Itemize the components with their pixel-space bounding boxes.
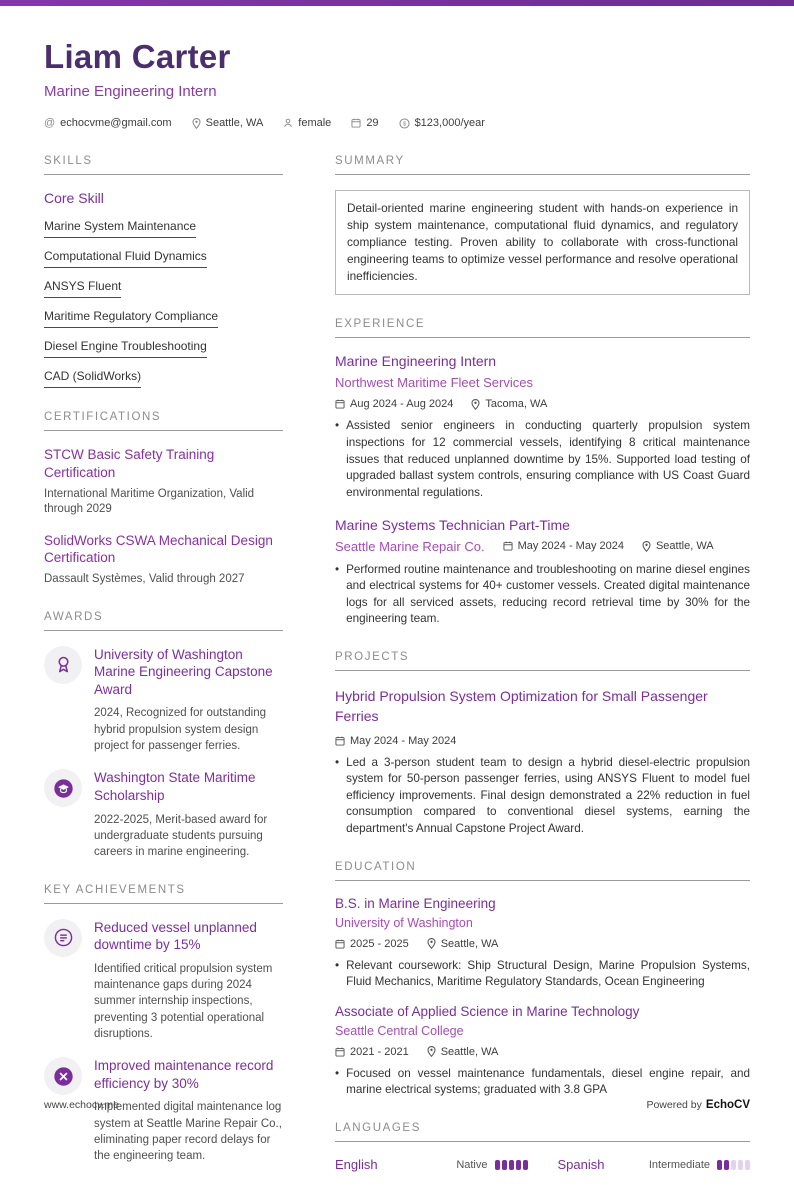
bullet-marker: • [335,562,340,576]
languages-row [335,1157,750,1172]
job-bullet [335,562,750,628]
skills-group-title: Core Skill [44,190,104,206]
skills-heading: SKILLS [44,155,283,175]
education-bullet-text: Focused on vessel maintenance fundamentals, diesel engine repair, and marine electrical systems; graduated with 3.8 GPA [346,1066,750,1097]
calendar-icon [503,541,513,551]
education-bullet-text: Relevant coursework: Ship Structural Design, Marine Propulsion Systems, Fluid Mechanics, Maritime Regulatory Standards, Ocean Engineering [346,958,750,989]
education-bullet [335,1066,750,1099]
graduation-cap-icon [44,769,82,807]
bullet-marker: • [335,755,340,769]
language-level-label: Native [456,1158,488,1171]
pin-icon [192,118,201,129]
education-dates-text: 2025 - 2025 [350,937,409,950]
skill-label: ANSYS Fluent [44,279,121,298]
key-achievements-section [44,884,283,1165]
contact-salary-text: $123,000/year [414,117,485,129]
job-role: Marine Systems Technician Part-Time [335,516,570,533]
skill-label: Diesel Engine Troubleshooting [44,339,207,358]
job-meta [335,398,750,410]
skill-item [44,279,283,298]
education-location [427,1046,499,1058]
education-heading: EDUCATION [335,861,750,881]
language-level-dots [495,1160,528,1170]
certification-item [44,446,283,518]
education-meta [335,1046,750,1058]
award-body [94,769,283,860]
achievement-title: Reduced vessel unplanned downtime by 15% [94,919,257,953]
award-title: University of Washington Marine Engineering Capstone Award [94,646,273,697]
job-bullet-text: Performed routine maintenance and troubleshooting on marine diesel engines and electrical systems for 40+ customer vessels. Created digital maintenance logs for all serviced assets, reducing record retrieval time by 30% for the engineering team. [346,562,750,626]
person-name: Liam Carter [44,38,231,75]
education-item [335,1004,750,1099]
language-item [558,1157,751,1172]
skill-item [44,219,283,238]
certification-issuer: Dassault Systèmes, Valid through 2027 [44,573,245,586]
contact-salary [399,117,485,129]
skill-label: Marine System Maintenance [44,219,196,238]
job-meta [335,539,750,554]
education-location-text: Seattle, WA [440,937,499,950]
certification-issuer: International Maritime Organization, Valid through 2029 [44,487,255,516]
education-degree: B.S. in Marine Engineering [335,895,496,911]
languages-section [335,1122,750,1172]
at-icon: @ [44,116,56,129]
language-item [335,1157,558,1172]
education-dates [335,1046,409,1058]
summary-section [335,155,750,295]
project-dates [335,735,456,747]
skill-item [44,309,283,328]
contact-row [44,117,750,129]
job-location-text: Seattle, WA [655,540,714,553]
calendar-icon [335,736,345,746]
experience-section [335,318,750,627]
contact-age [351,117,378,129]
award-description: 2022-2025, Merit-based award for undergraduate students pursuing careers in marine engineering. [94,813,268,859]
summary-heading: SUMMARY [335,155,750,175]
summary-text: Detail-oriented marine engineering student with hands-on experience in ship system maintenance, computational fluid dynamics, and regulatory compliance testing. Proven ability to collaborate with cross-functional engineering teams to optimize vessel performance and resolve operational inefficiencies. [335,190,750,295]
award-description: 2024, Recognized for outstanding hybrid propulsion system design project for passenger ferries. [94,707,266,753]
skill-item [44,249,283,268]
projects-section [335,651,750,838]
education-item [335,896,750,991]
education-section [335,861,750,1099]
ribbon-medal-icon [44,646,82,684]
calendar-icon [351,118,361,128]
right-column [335,155,750,1195]
job-dates [503,540,624,552]
job-role: Marine Engineering Intern [335,353,497,370]
language-level-dots [717,1160,750,1170]
job-bullet [335,418,750,501]
award-item [44,646,283,755]
project-bullet-text: Led a 3-person student team to design a hybrid diesel-electric propulsion system for 50-person passenger ferries, using ANSYS Fluent to model fuel efficiency improvements. Final design demonstrated a 22% reduction in fuel consumption compared to conventional diesel systems, earning the department's Annual Capstone Project Award. [346,755,750,835]
person-title: Marine Engineering Intern [44,83,217,100]
page-footer [44,1099,750,1111]
job-location-text: Tacoma, WA [485,398,548,411]
awards-heading: AWARDS [44,611,283,631]
calendar-icon [335,939,345,949]
languages-heading: LANGUAGES [335,1122,750,1142]
person-icon [283,118,293,128]
pin-icon [427,938,436,949]
bullet-marker: • [335,419,340,433]
contact-location [192,117,264,129]
two-column-layout [44,155,750,1195]
education-school: Seattle Central College [335,1023,464,1038]
svg-text:$: $ [402,121,406,128]
education-bullet [335,958,750,991]
job-dates-text: May 2024 - May 2024 [517,540,624,553]
skill-label: Maritime Regulatory Compliance [44,309,218,328]
skill-item [44,369,283,388]
language-name: Spanish [557,1157,605,1173]
achievement-description: Implemented digital maintenance log system at Seattle Marine Repair Co., eliminating paper record delays for the engineering team. [94,1101,282,1163]
contact-location-text: Seattle, WA [205,117,264,129]
key-achievements-heading: KEY ACHIEVEMENTS [44,884,283,904]
education-dates [335,938,409,950]
award-body [94,646,283,755]
certifications-section [44,411,283,588]
education-dates-text: 2021 - 2021 [350,1045,409,1058]
salary-icon [399,118,410,129]
certification-name: STCW Basic Safety Training Certification [44,447,215,480]
job-company: Seattle Marine Repair Co. [335,538,485,554]
language-name: English [335,1157,378,1173]
education-location [427,938,499,950]
contact-gender [283,117,331,129]
projects-heading: PROJECTS [335,651,750,671]
certifications-heading: CERTIFICATIONS [44,411,283,431]
language-level-label: Intermediate [648,1158,710,1171]
bullet-marker: • [335,958,340,972]
certification-name: SolidWorks CSWA Mechanical Design Certification [44,532,273,566]
contact-gender-text: female [298,117,332,129]
experience-item [335,517,750,628]
resume-header [44,38,750,129]
footer-powered [646,1099,750,1111]
skill-label: Computational Fluid Dynamics [44,249,207,268]
project-dates-text: May 2024 - May 2024 [350,734,457,747]
language-level [456,1159,527,1171]
job-location [642,540,714,552]
education-school: University of Washington [335,915,473,930]
footer-powered-text: Powered by [646,1099,702,1111]
job-dates-text: Aug 2024 - Aug 2024 [350,398,454,411]
project-item [335,686,750,838]
education-meta [335,938,750,950]
pin-icon [642,541,651,552]
experience-item [335,353,750,501]
list-icon [44,919,82,957]
experience-heading: EXPERIENCE [335,318,750,338]
job-company: Northwest Maritime Fleet Services [335,375,533,391]
achievement-item [44,919,283,1043]
skill-label: CAD (SolidWorks) [44,369,141,388]
job-bullet-text: Assisted senior engineers in conducting quarterly propulsion system inspections for 12 commercial vessels, identifying 8 critical maintenance issues that reduced unplanned downtime by 15%. Supported load testing of upgraded ballast system controls, ensuring compliance with US Coast Guard environmental regulations. [346,419,750,499]
achievement-description: Identified critical propulsion system maintenance gaps during 2024 summer internship inspections, preventing 3 potential operational disruptions. [94,962,273,1040]
project-bullet [335,755,750,838]
skill-item [44,339,283,358]
award-title: Washington State Maritime Scholarship [94,770,256,803]
education-location-text: Seattle, WA [440,1045,499,1058]
calendar-icon [335,1047,345,1057]
job-dates [335,398,453,410]
pin-icon [471,399,480,410]
contact-email[interactable] [44,117,172,129]
footer-brand: EchoCV [705,1099,750,1111]
achievement-body [94,919,283,1043]
contact-email-text: echocvme@gmail.com [60,117,172,129]
job-location [471,398,547,410]
achievement-title: Improved maintenance record efficiency by 30% [94,1058,274,1091]
certification-item [44,532,283,588]
skills-section [44,155,283,388]
left-column [44,155,283,1195]
footer-site-link[interactable]: www.echocv.me [44,1099,120,1111]
x-circle-icon [44,1057,82,1095]
education-degree: Associate of Applied Science in Marine Technology [335,1003,640,1019]
project-name: Hybrid Propulsion System Optimization for Small Passenger Ferries [335,687,708,725]
award-item [44,769,283,860]
language-level [649,1159,750,1171]
bullet-marker: • [335,1066,340,1080]
resume-content [0,6,794,1195]
project-meta [335,735,750,747]
pin-icon [427,1046,436,1057]
contact-age-text: 29 [366,117,379,129]
awards-section [44,611,283,861]
calendar-icon [335,399,345,409]
